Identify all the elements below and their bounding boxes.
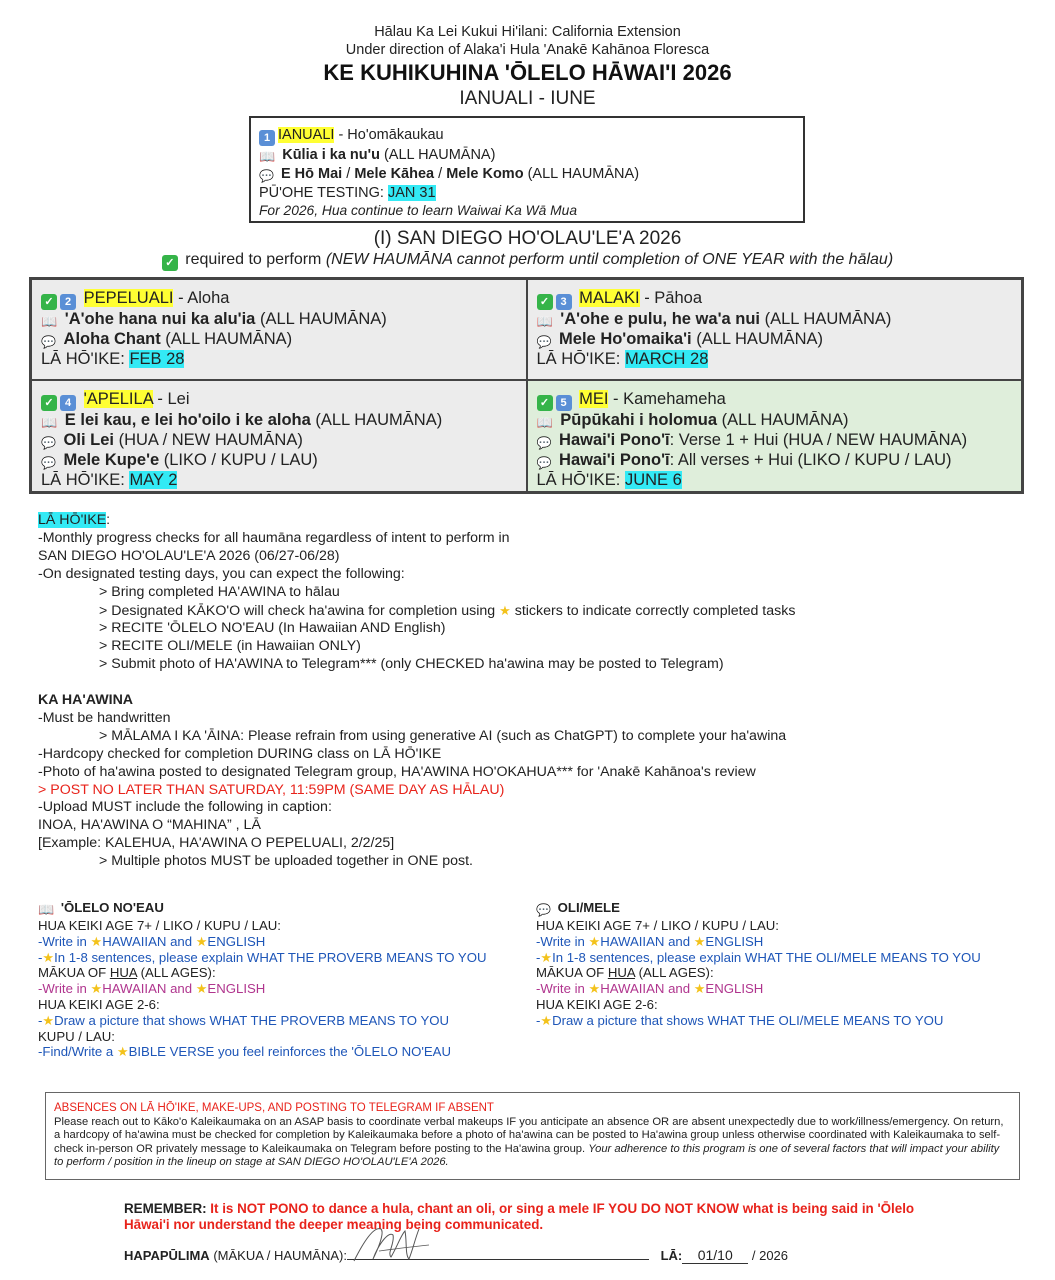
hoike-bullet (38, 602, 795, 621)
speech-bubble-icon: 💬 (536, 436, 552, 451)
group-label: KUPU / LAU: (38, 1028, 115, 1044)
olelo-title: 'A'ohe hana nui ka alu'ia (64, 310, 256, 328)
hoike-date: JUNE 6 (624, 471, 682, 490)
haawina-line: INOA, HA'AWINA O “MAHINA” , LĀ (38, 817, 261, 834)
january-testing-date: JAN 31 (388, 185, 436, 201)
handwritten-signature (349, 1221, 459, 1265)
check-icon: ✓ (41, 294, 57, 310)
haawina-line: [Example: KALEHUA, HA'AWINA O PEPELUALI, 2/2/25] (38, 835, 395, 852)
speech-bubble-icon: 💬 (259, 169, 274, 183)
mele-note: : Verse 1 + Hui (HUA / NEW HAUMĀNA) (669, 431, 968, 450)
makua-text: MĀKUA OF (38, 965, 110, 981)
star-icon: ★ (693, 981, 706, 997)
kakoo-text-a: > Designated KĀKO'O will check ha'awina for completion using (99, 602, 500, 619)
month-theme: - Kamehameha (608, 390, 726, 409)
group-label: HUA KEIKI AGE 7+ / LIKO / KUPU / LAU: (38, 918, 281, 933)
english-text: ENGLISH (705, 981, 764, 997)
star-icon: ★ (588, 981, 601, 997)
star-icon: ★ (540, 949, 553, 965)
january-theme: - Ho'omākaukau (334, 127, 444, 143)
signature-row (124, 1245, 788, 1264)
required-line (0, 251, 1055, 271)
mele-title: Hawai'i Pono'ī (559, 431, 670, 450)
haawina-heading: KA HA'AWINA (38, 692, 134, 708)
hoike-bullet: > RECITE OLI/MELE (in Hawaiian ONLY) (99, 638, 361, 655)
star-icon: ★ (195, 933, 208, 949)
book-icon: 📖 (536, 314, 553, 329)
signature-who: (MĀKUA / HAUMĀNA): (209, 1248, 347, 1263)
kakoo-text-b: stickers to indicate correctly completed tasks (510, 602, 796, 619)
mele2-title: Hawai'i Pono'ī (559, 451, 670, 470)
number-keycap-icon: 2 (60, 294, 76, 310)
hoike-date: MARCH 28 (624, 350, 709, 368)
olelo-title: 'A'ohe e pulu, he wa'a nui (560, 310, 760, 328)
hoike-label: LĀ HŌ'IKE: (41, 350, 130, 368)
month-theme: - Lei (152, 390, 190, 409)
january-box (249, 116, 805, 223)
separator: / (342, 166, 355, 182)
required-text: required to perform (180, 251, 326, 268)
haawina-line: -Upload MUST include the following in caption: (38, 799, 332, 816)
haawina-section (38, 692, 786, 871)
number-keycap-icon: 1 (259, 130, 275, 146)
makua-hua: HUA (109, 965, 137, 981)
mele-note: (ALL HAUMĀNA) (160, 330, 293, 348)
hoike-heading: LĀ HŌ'IKE (38, 512, 107, 528)
absence-italic: Your adherence to this program is one of several factors that will impact your ability to perform / position in the lineup on stage at SAN DIEGO HO'OLAU'LE'A 2026. (54, 1142, 1000, 1169)
bible-text-b: BIBLE VERSE you feel reinforces the 'ŌLELO NO'EAU (128, 1044, 451, 1060)
olelo-title: E lei kau, e lei ho'oilo i ke aloha (64, 411, 311, 430)
draw-text: Draw a picture that shows WHAT THE PROVERB MEANS TO YOU (54, 1012, 450, 1028)
hoike-label: LĀ HŌ'IKE: (41, 471, 130, 490)
makua-hua: HUA (607, 965, 635, 981)
star-icon: ★ (42, 949, 55, 965)
hawaiian-text: HAWAIIAN and (600, 981, 694, 997)
check-icon: ✓ (41, 395, 57, 411)
sentences-text: In 1-8 sentences, please explain WHAT THE OLI/MELE MEANS TO YOU (552, 949, 981, 965)
write-in-text: Write in (540, 933, 589, 949)
january-testing-label: PŪ'OHE TESTING: (259, 185, 388, 201)
haawina-line: -Hardcopy checked for completion DURING class on LĀ HŌ'IKE (38, 745, 442, 762)
january-note: For 2026, Hua continue to learn Waiwai Ka Wā Mua (259, 203, 578, 218)
event-title: (I) SAN DIEGO HO'OLAU'LE'A 2026 (373, 228, 682, 249)
month-cell-apelila (31, 380, 527, 492)
haawina-line: > MĀLAMA I KA 'ĀINA: Please refrain from using generative AI (such as ChatGPT) to complete your ha'awina (99, 727, 787, 744)
olelo-note: (ALL HAUMĀNA) (310, 411, 443, 430)
makua-ages: (ALL AGES): (136, 965, 216, 981)
check-icon: ✓ (537, 395, 553, 411)
absence-title: ABSENCES ON LĀ HŌ'IKE, MAKE-UPS, AND POSTING TO TELEGRAM IF ABSENT (54, 1102, 494, 1114)
makua-ages: (ALL AGES): (634, 965, 714, 981)
olelo-note: (ALL HAUMĀNA) (717, 411, 849, 430)
english-text: ENGLISH (207, 981, 266, 997)
draw-text: Draw a picture that shows WHAT THE OLI/MELE MEANS TO YOU (552, 1012, 944, 1028)
number-keycap-icon: 3 (556, 294, 572, 310)
hoike-line: -Monthly progress checks for all haumāna regardless of intent to perform in (38, 529, 510, 546)
date-year: / 2026 (748, 1248, 789, 1263)
date-field[interactable] (682, 1247, 748, 1264)
number-keycap-icon: 4 (60, 395, 76, 411)
month-cell-pepeluali (31, 279, 527, 380)
haawina-line: -Photo of ha'awina posted to designated Telegram group, HA'AWINA HO'OKAHUA*** for 'Anakē Kahānoa's review (38, 763, 756, 780)
january-mele-3: Mele Komo (446, 166, 524, 182)
january-mele-1: E Hō Mai (280, 166, 343, 182)
colon: : (106, 512, 111, 528)
hawaiian-text: HAWAIIAN and (600, 933, 694, 949)
month-theme: - Pāhoa (639, 289, 702, 307)
mele-title: Oli Lei (63, 431, 114, 450)
month-grid (29, 277, 1024, 494)
speech-bubble-icon: 💬 (41, 335, 56, 349)
mele-title: Aloha Chant (63, 330, 161, 348)
speech-bubble-icon: 💬 (536, 335, 552, 349)
header-line2: Under direction of Alaka'i Hula 'Anakē Kahānoa Floresca (345, 42, 710, 58)
star-icon: ★ (588, 933, 601, 949)
speech-bubble-icon: 💬 (41, 436, 56, 451)
olelo-note: (ALL HAUMĀNA) (760, 310, 892, 328)
hoike-label: LĀ HŌ'IKE: (536, 350, 625, 368)
olelo-note: (ALL HAUMĀNA) (255, 310, 387, 328)
book-icon: 📖 (41, 415, 58, 431)
olelo-column: 📖 'ŌLELO NO'EAU HUA KEIKI AGE 7+ / LIKO / KUPU / LAU: -Write in ★HAWAIIAN and ★ENGLISH -★In 1-8 sentences, please explain WHAT THE PROVERB MEANS TO YOU MĀKUA OF HUA (ALL AGES): -Write in ★HAWAIIAN and ★ENGLISH HUA KEIKI AGE 2-6: -★Draw a picture that shows WHAT THE PROVERB MEANS TO YOU KUPU / LAU: -Find/Write a ★BIBLE VERSE you feel reinforces the 'ŌLELO NO'EAU (38, 900, 528, 1060)
remember-label: REMEMBER: (124, 1201, 211, 1216)
page-title: KE KUHIKUHINA 'ŌLELO HĀWAI'I 2026 (323, 60, 732, 85)
star-icon: ★ (499, 602, 511, 618)
group-label: HUA KEIKI AGE 7+ / LIKO / KUPU / LAU: (536, 918, 779, 933)
month-cell-mei (527, 380, 1023, 492)
olelo-column-heading: 'ŌLELO NO'EAU (60, 900, 164, 915)
star-icon: ★ (90, 933, 103, 949)
english-text: ENGLISH (207, 933, 266, 949)
star-icon: ★ (116, 1044, 129, 1060)
hoike-bullet: > Submit photo of HA'AWINA to Telegram*** (only CHECKED ha'awina may be posted to Telegram) (99, 656, 724, 673)
star-icon: ★ (42, 1012, 55, 1028)
hoike-label: LĀ HŌ'IKE: (536, 471, 625, 490)
hoike-line: SAN DIEGO HO'OLAU'LE'A 2026 (06/27-06/28) (38, 547, 340, 564)
number-keycap-icon: 5 (556, 395, 572, 411)
date-label: LĀ: (660, 1248, 683, 1263)
mele2-note: (LIKO / KUPU / LAU) (159, 451, 318, 470)
write-in-text: Write in (540, 981, 589, 997)
hoike-bullet: > Bring completed HA'AWINA to hālau (99, 583, 340, 600)
hawaiian-text: HAWAIIAN and (102, 933, 196, 949)
book-icon: 📖 (38, 902, 55, 917)
mele-note: (HUA / NEW HAUMĀNA) (113, 431, 303, 450)
star-icon: ★ (195, 981, 208, 997)
group-label: HUA KEIKI AGE 2-6: (38, 996, 160, 1012)
oli-column: 💬 OLI/MELE HUA KEIKI AGE 7+ / LIKO / KUPU / LAU: -Write in ★HAWAIIAN and ★ENGLISH -★In 1-8 sentences, please explain WHAT THE OLI/MELE MEANS TO YOU MĀKUA OF HUA (ALL AGES): -Write in ★HAWAIIAN and ★ENGLISH HUA KEIKI AGE 2-6: -★Draw a picture that shows WHAT THE OLI/MELE MEANS TO YOU (536, 900, 1036, 1029)
mele-title: Mele Ho'omaika'i (559, 330, 692, 348)
group-label: HUA KEIKI AGE 2-6: (536, 996, 658, 1012)
hoike-date: MAY 2 (129, 471, 178, 490)
month-name: 'APELILA (83, 390, 153, 409)
january-month: IANUALI (278, 127, 335, 143)
oli-column-heading: OLI/MELE (557, 900, 620, 915)
speech-bubble-icon: 💬 (536, 456, 552, 471)
bible-text-a: Find/Write a (42, 1044, 117, 1060)
month-name: MALAKI (579, 289, 640, 307)
speech-bubble-icon: 💬 (536, 903, 551, 917)
signature-field[interactable] (347, 1245, 649, 1260)
hawaiian-text: HAWAIIAN and (102, 981, 196, 997)
date-value: 01/10 (697, 1247, 733, 1263)
book-icon: 📖 (41, 314, 58, 329)
remember-text: It is NOT PONO to dance a hula, chant an oli, or sing a mele IF YOU DO NOT KNOW what is being said in 'Ōlelo Hāwai'i nor understand the deeper meaning being communicated. (124, 1201, 915, 1232)
january-olelo-note: (ALL HAUMĀNA) (379, 147, 496, 163)
hoike-section (38, 512, 795, 674)
speech-bubble-icon: 💬 (41, 456, 56, 471)
page-subtitle: IANUALI - IUNE (459, 88, 596, 109)
january-mele-2: Mele Kāhea (354, 166, 435, 182)
haawina-line: > Multiple photos MUST be uploaded together in ONE post. (99, 853, 473, 870)
haawina-line: -Must be handwritten (38, 709, 171, 726)
olelo-title: Pūpūkahi i holomua (560, 411, 718, 430)
check-icon: ✓ (537, 294, 553, 310)
haawina-deadline: > POST NO LATER THAN SATURDAY, 11:59PM (SAME DAY AS HĀLAU) (38, 781, 505, 798)
absence-body: Please reach out to Kāko'o Kaleikaumaka on an ASAP basis to coordinate verbal makeups IF you anticipate an absence OR are absent unexpectedly due to work/illness/emergency. On return, a hardcopy of ha'awina must be checked for completion by Kaleikaumaka before a photo of ha'awina can be posted to Ha'awina group unless otherwise coordinated with Kaleikaumaka to self-check in-person OR privately message to Kaleikaumaka on Telegram before posting to the Ha'awina group. (54, 1115, 1004, 1155)
write-in-text: Write in (42, 933, 91, 949)
month-theme: - Aloha (173, 289, 230, 307)
signature-label: HAPAPŪLIMA (124, 1248, 210, 1263)
absence-box (45, 1092, 1020, 1180)
star-icon: ★ (90, 981, 103, 997)
check-icon: ✓ (162, 255, 178, 271)
january-olelo: Kūlia i ka nu'u (282, 147, 380, 163)
hoike-date: FEB 28 (129, 350, 185, 368)
sentences-text: In 1-8 sentences, please explain WHAT THE PROVERB MEANS TO YOU (54, 949, 487, 965)
book-icon: 📖 (536, 415, 553, 431)
required-note: (NEW HAUMĀNA cannot perform until completion of ONE YEAR with the hālau) (325, 251, 894, 268)
write-in-text: Write in (42, 981, 91, 997)
hoike-bullet: > RECITE 'ŌLELO NO'EAU (In Hawaiian AND English) (99, 620, 446, 637)
month-name: PEPELUALI (83, 289, 174, 307)
month-name: MEI (579, 390, 609, 409)
remember-note (124, 1201, 924, 1233)
hoike-line: -On designated testing days, you can expect the following: (38, 565, 405, 582)
makua-text: MĀKUA OF (536, 965, 608, 981)
star-icon: ★ (693, 933, 706, 949)
mele2-title: Mele Kupe'e (63, 451, 160, 470)
january-mele-note: (ALL HAUMĀNA) (523, 166, 640, 182)
english-text: ENGLISH (705, 933, 764, 949)
mele2-note: : All verses + Hui (LIKO / KUPU / LAU) (669, 451, 952, 470)
star-icon: ★ (540, 1012, 553, 1028)
separator: / (434, 166, 447, 182)
month-cell-malaki (527, 279, 1023, 380)
header-line1: Hālau Ka Lei Kukui Hi'ilani: California Extension (374, 24, 681, 40)
book-icon: 📖 (259, 149, 276, 164)
mele-note: (ALL HAUMĀNA) (691, 330, 824, 348)
